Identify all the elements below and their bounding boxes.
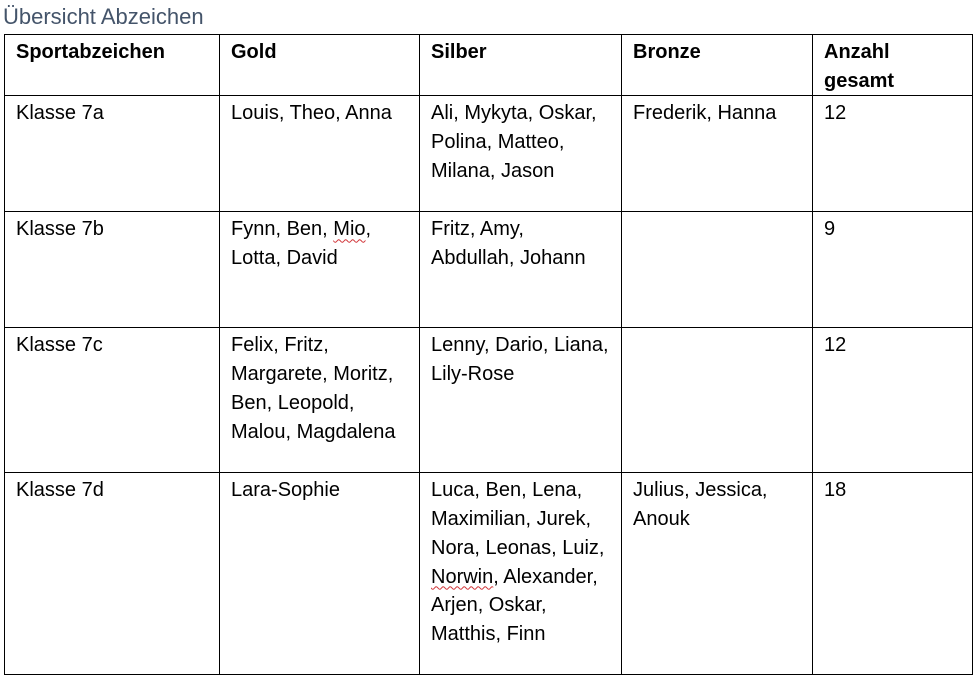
cell-klasse: Klasse 7a bbox=[5, 96, 220, 212]
header-gold: Gold bbox=[220, 35, 420, 96]
badges-table bbox=[4, 34, 973, 675]
header-bronze: Bronze bbox=[622, 35, 813, 96]
cell-anzahl: 12 bbox=[813, 96, 973, 212]
gold-names: , Lotta, David bbox=[231, 218, 372, 270]
cell-gold bbox=[220, 212, 420, 328]
spellcheck-flagged-word[interactable]: Mio bbox=[333, 218, 366, 241]
cell-gold: Louis, Theo, Anna bbox=[220, 96, 420, 212]
cell-gold: Lara-Sophie bbox=[220, 473, 420, 675]
spellcheck-flagged-word[interactable]: Norwin bbox=[431, 565, 494, 588]
cell-anzahl: 9 bbox=[813, 212, 973, 328]
cell-bronze bbox=[622, 328, 813, 473]
cell-silber: Ali, Mykyta, Oskar, Polina, Matteo, Milana, Jason bbox=[420, 96, 622, 212]
table-row bbox=[5, 328, 973, 473]
cell-klasse: Klasse 7b bbox=[5, 212, 220, 328]
header-sportabzeichen: Sportabzeichen bbox=[5, 35, 220, 96]
cell-gold: Felix, Fritz, Margarete, Moritz, Ben, Leopold, Malou, Magdalena bbox=[220, 328, 420, 473]
cell-silber: Fritz, Amy, Abdullah, Johann bbox=[420, 212, 622, 328]
silber-names: , Alexander, Arjen, Oskar, Matthis, Finn bbox=[431, 565, 598, 645]
silber-names: Luca, Ben, Lena, Maximilian, Jurek, Nora, Leonas, Luiz, bbox=[431, 479, 605, 559]
table-row bbox=[5, 212, 973, 328]
gold-names: Fynn, Ben, bbox=[231, 218, 334, 241]
header-silber: Silber bbox=[420, 35, 622, 96]
cell-klasse: Klasse 7c bbox=[5, 328, 220, 473]
cell-klasse: Klasse 7d bbox=[5, 473, 220, 675]
cell-bronze bbox=[622, 212, 813, 328]
cell-bronze: Frederik, Hanna bbox=[622, 96, 813, 212]
cell-anzahl: 12 bbox=[813, 328, 973, 473]
header-anzahl-gesamt: Anzahl gesamt bbox=[813, 35, 973, 96]
cell-silber: Lenny, Dario, Liana, Lily-Rose bbox=[420, 328, 622, 473]
cell-anzahl: 18 bbox=[813, 473, 973, 675]
document-title: Übersicht Abzeichen bbox=[3, 4, 204, 29]
cell-bronze: Julius, Jessica, Anouk bbox=[622, 473, 813, 675]
cell-silber bbox=[420, 473, 622, 675]
table-row bbox=[5, 473, 973, 675]
table-header-row bbox=[5, 35, 973, 96]
table-row bbox=[5, 96, 973, 212]
